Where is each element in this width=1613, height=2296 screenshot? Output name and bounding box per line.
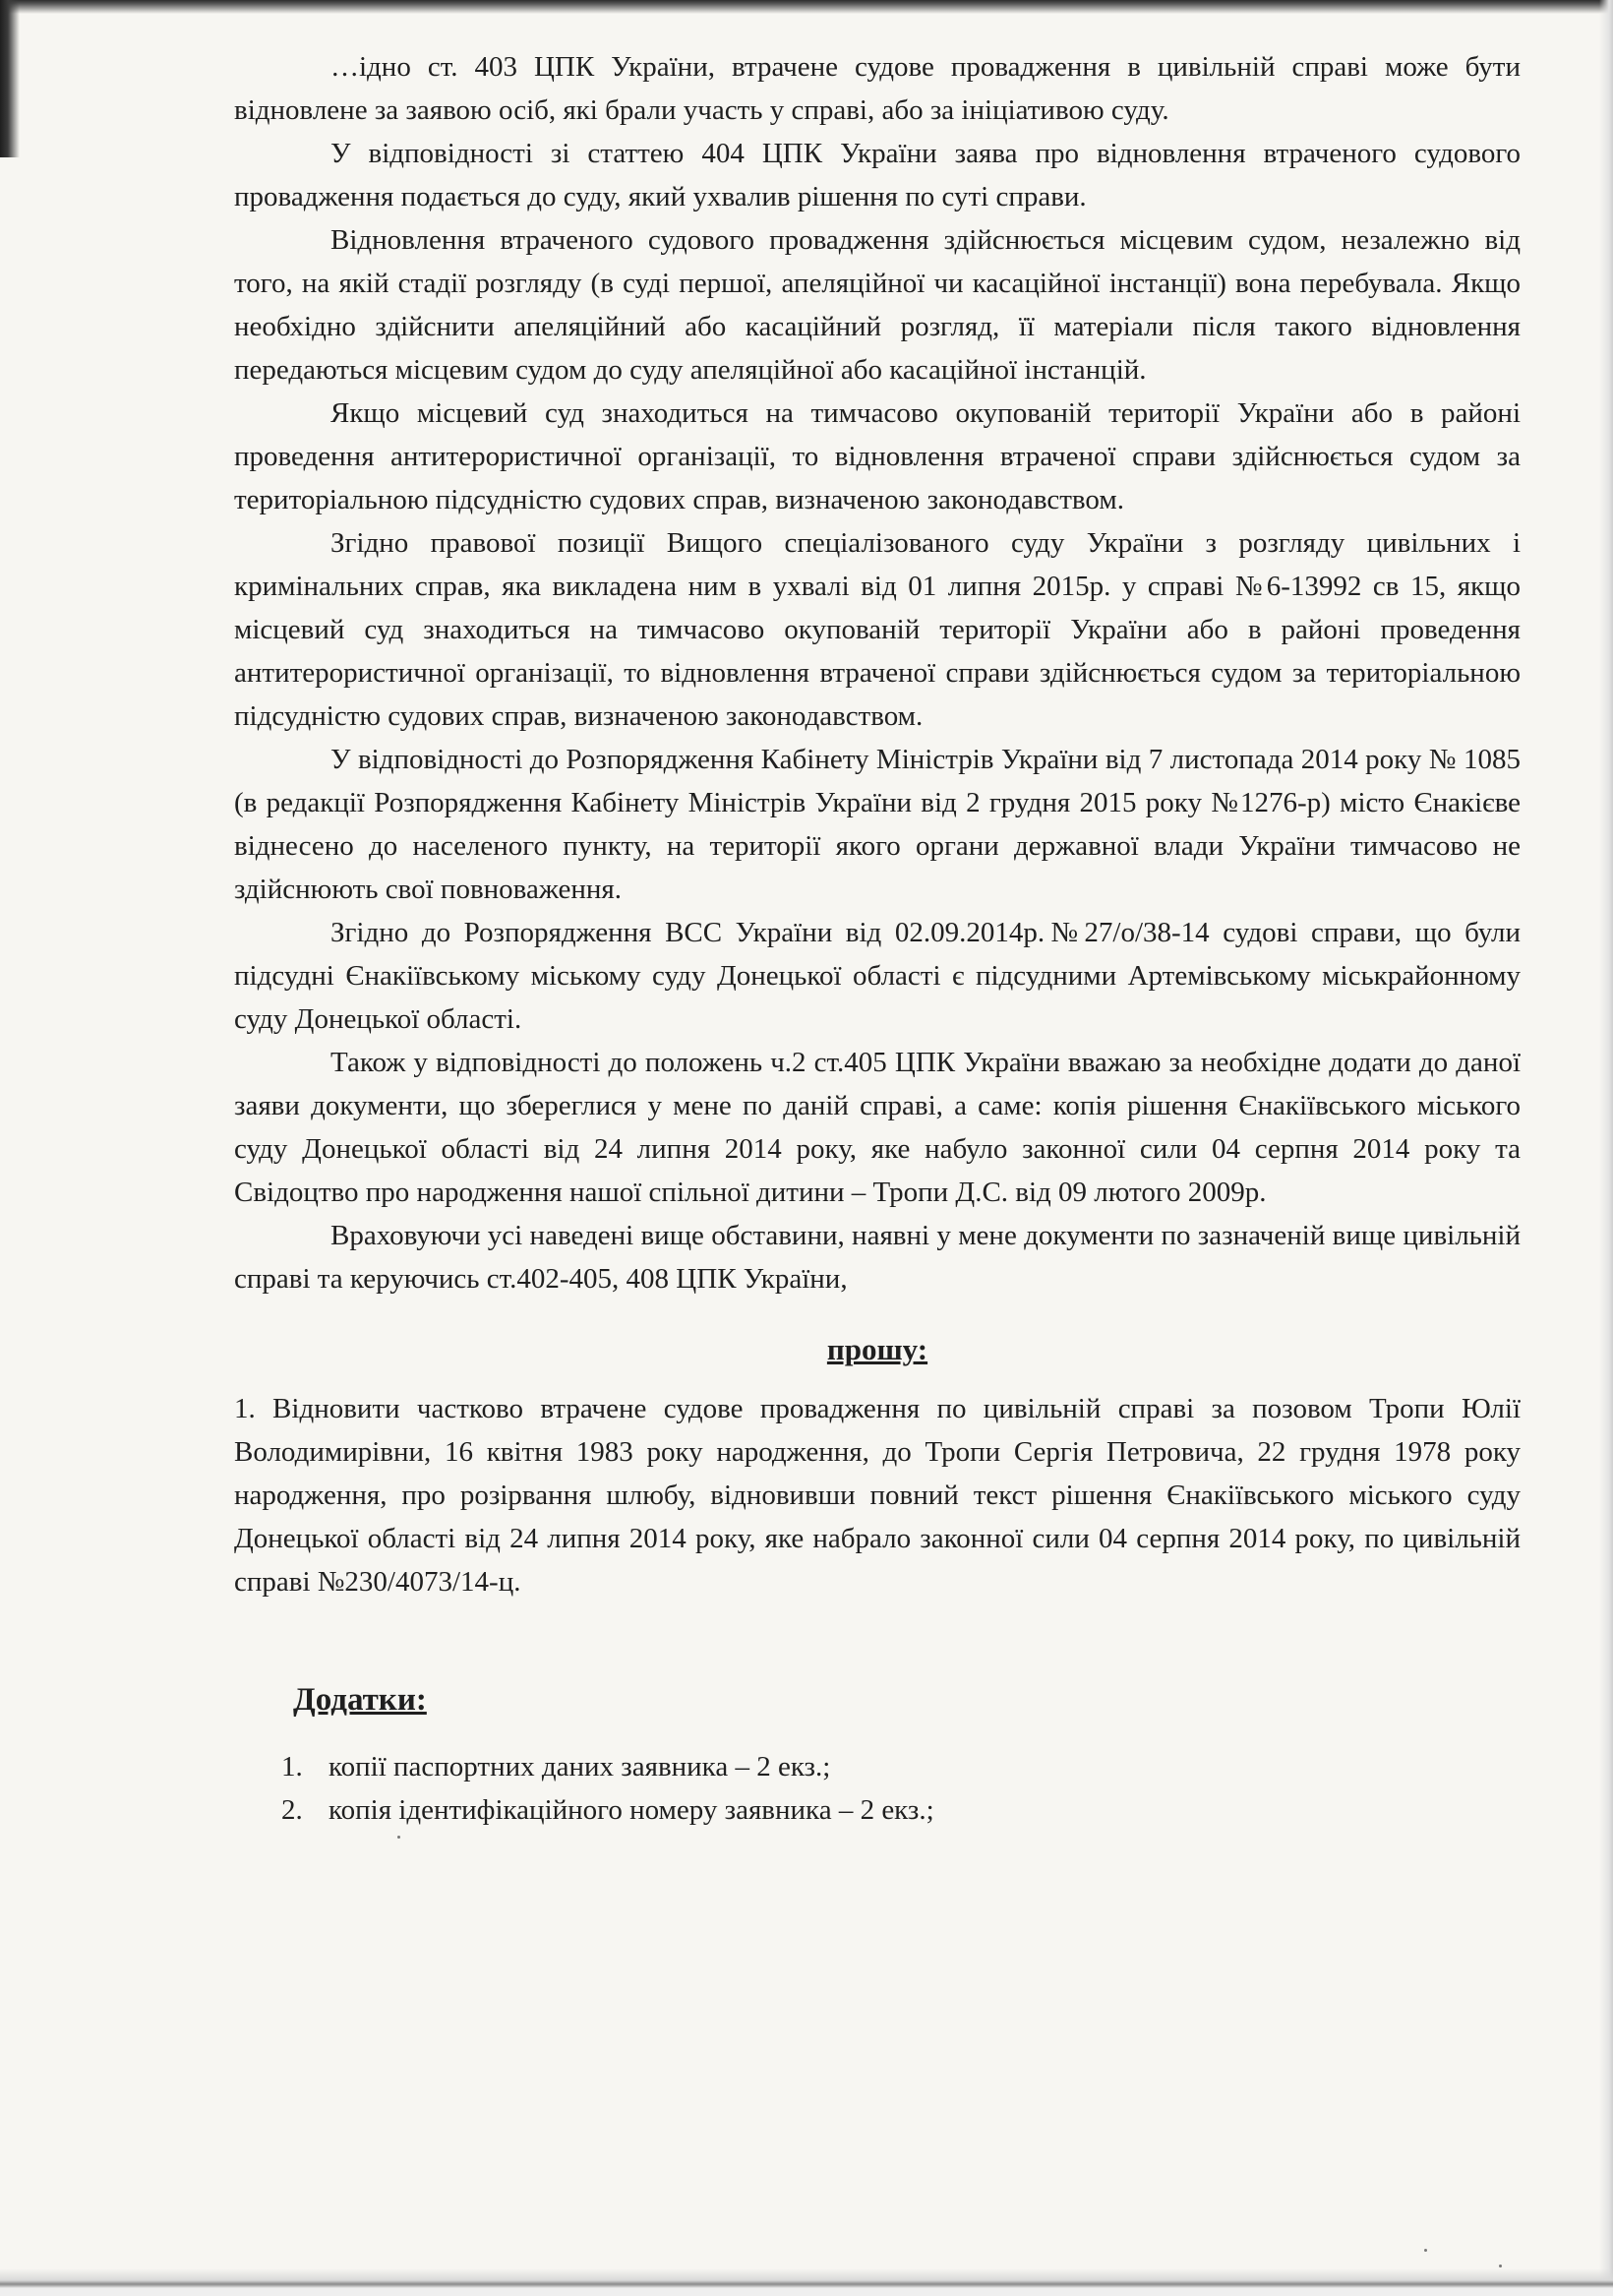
scan-speck: [1499, 2265, 1502, 2267]
attachments-title: Додатки:: [293, 1682, 427, 1718]
attachment-text: копія ідентифікаційного номеру заявника – 2 екз.;: [329, 1794, 934, 1826]
attachment-number: 2.: [281, 1794, 303, 1826]
request-heading: прошу:: [826, 1332, 928, 1366]
attachment-text: копії паспортних даних заявника – 2 екз.;: [329, 1751, 831, 1782]
paragraph: У відповідності до Розпорядження Кабінету Міністрів України від 7 листопада 2014 року № 1085 (в редакції Розпорядження Кабінету Міністрів України від 2 грудня 2015 року №1276-р) місто Єнакієве віднесено до населеного пункту, на території якого органи державної влади України тимчасово не здійснюють свої повноваження.: [234, 744, 1521, 905]
paragraph: У відповідності зі статтею 404 ЦПК України заява про відновлення втраченого судового провадження подається до суду, який ухвалив рішення по суті справи.: [234, 138, 1521, 212]
scan-speck: [1424, 2249, 1427, 2252]
paragraph: …ідно ст. 403 ЦПК України, втрачене судове провадження в цивільній справі може бути відновлене за заявою осіб, які брали участь у справі, або за ініціативою суду.: [234, 51, 1521, 126]
request-heading-wrap: [234, 1328, 1521, 1371]
paragraph: Згідно до Розпорядження ВСС України від 02.09.2014р.№27/о/38-14 судові справи, що були підсудні Єнакіївському міському суду Донецької області є підсудними Артемівському міськрайонному суду Донецької області.: [234, 917, 1521, 1035]
scan-edge-left: [0, 0, 20, 157]
paragraph: Якщо місцевий суд знаходиться на тимчасово окупованій території України або в районі проведення антитерористичної організації, то відновлення втраченої справи здійснюється судом за територіальною підсудністю судових справ, визначеною законодавством.: [234, 397, 1521, 515]
attachment-number: 1.: [281, 1751, 303, 1782]
attachment-item: [281, 1788, 1521, 1832]
request-item: 1. Відновити частково втрачене судове провадження по цивільній справі за позовом Тропи Юлії Володимирівни, 16 квітня 1983 року народження, до Тропи Сергія Петровича, 22 грудня 1978 року народження, про розірвання шлюбу, відновивши повний текст рішення Єнакіївського міського суду Донецької області від 24 липня 2014 року, яке набрало законної сили 04 серпня 2014 року, по цивільній справі №230/4073/14-ц.: [234, 1393, 1521, 1598]
paragraph: Враховуючи усі наведені вище обставини, наявні у мене документи по зазначеній вище цивільній справі та керуючись ст.402-405, 408 ЦПК України,: [234, 1220, 1521, 1295]
paragraph: Також у відповідності до положень ч.2 ст.405 ЦПК України вважаю за необхідне додати до даної заяви документи, що збереглися у мене по даній справі, а саме: копія рішення Єнакіївського міського суду Донецької області від 24 липня 2014 року, яке набуло законної сили 04 серпня 2014 року та Свідоцтво про народження нашої спільної дитини – Тропи Д.С. від 09 лютого 2009р.: [234, 1047, 1521, 1208]
paragraph: Відновлення втраченого судового провадження здійснюється місцевим судом, незалежно від того, на якій стадії розгляду (в суді першої, апеляційної чи касаційної інстанції) вона перебувала. Якщо необхідно здійснити апеляційний або касаційний розгляд, її матеріали після такого відновлення передаються місцевим судом до суду апеляційної або касаційної інстанцій.: [234, 224, 1521, 386]
scan-edge-top: [0, 0, 1613, 14]
document-body: [234, 45, 1521, 1832]
attachment-item: [281, 1745, 1521, 1788]
scan-speck: [397, 1836, 400, 1839]
scan-edge-right: [1599, 0, 1613, 2296]
scan-edge-bottom: [0, 2268, 1613, 2296]
paragraph: Згідно правової позиції Вищого спеціалізованого суду України з розгляду цивільних і кримінальних справ, яка викладена ним в ухвалі від 01 липня 2015р. у справі №6-13992 св 15, якщо місцевий суд знаходиться на тимчасово окупованій території України або в районі проведення антитерористичної організації, то відновлення втраченої справи здійснюється судом за територіальною підсудністю судових справ, визначеною законодавством.: [234, 527, 1521, 732]
attachments-list: [281, 1745, 1521, 1832]
